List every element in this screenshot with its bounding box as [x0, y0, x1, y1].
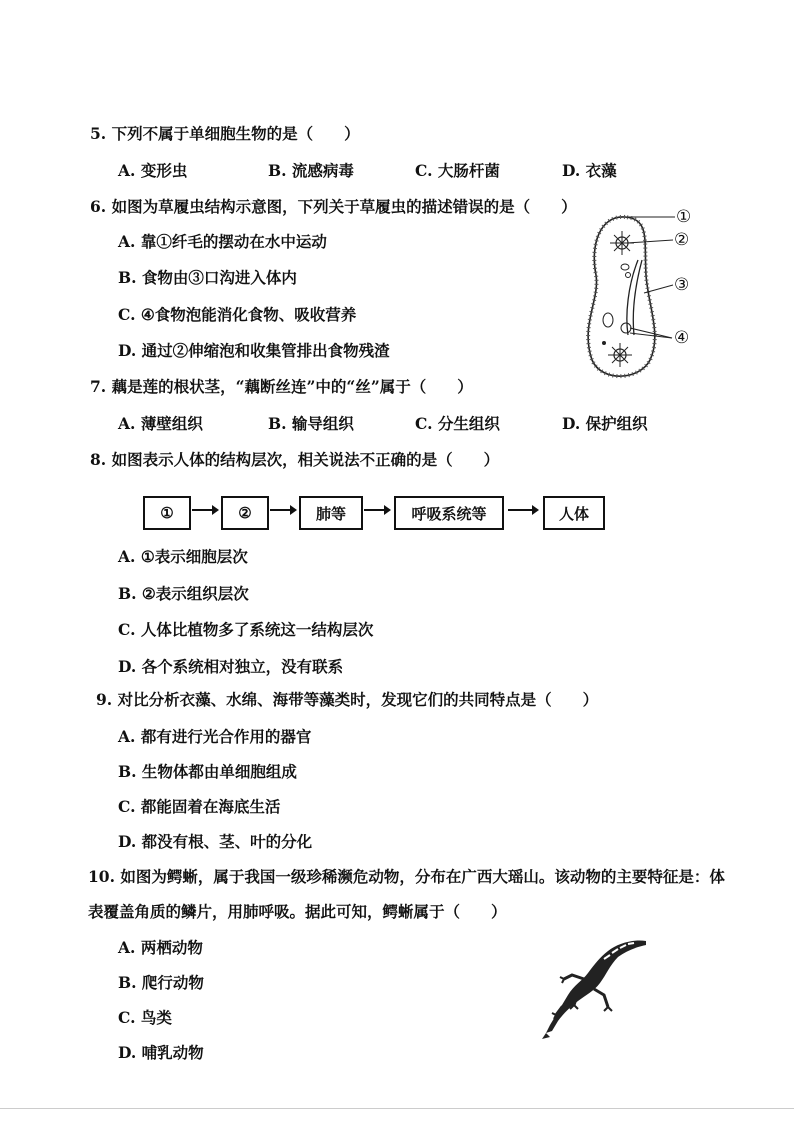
- q9-option-d: D. 都没有根、茎、叶的分化: [118, 832, 313, 851]
- paramecium-label-1: ①: [676, 207, 692, 227]
- q5-option-d: D. 衣藻: [562, 161, 617, 180]
- q5-option-b: B. 流感病毒: [268, 161, 354, 180]
- q7-option-c: C. 分生组织: [415, 414, 500, 433]
- flow-arrow-4: [506, 502, 540, 518]
- crocodile-lizard-image: [538, 935, 650, 1047]
- q6-option-d: D. 通过②伸缩泡和收集管排出食物残渣: [118, 341, 390, 360]
- page-bottom-divider: [0, 1108, 794, 1109]
- q8-option-a: A. ①表示细胞层次: [118, 547, 248, 566]
- q8-stem: 8. 如图表示人体的结构层次，相关说法不正确的是（ ）: [90, 450, 500, 469]
- q7-option-b: B. 输导组织: [268, 414, 354, 433]
- flow-box-tissue: ②: [221, 496, 269, 530]
- flow-arrow-2: [268, 502, 298, 518]
- q7-option-d: D. 保护组织: [562, 414, 648, 433]
- q6-stem: 6. 如图为草履虫结构示意图，下列关于草履虫的描述错误的是（ ）: [90, 197, 577, 216]
- paramecium-label-2: ②: [674, 230, 690, 250]
- q5-stem: 5. 下列不属于单细胞生物的是（ ）: [90, 124, 360, 143]
- q7-option-a: A. 薄壁组织: [118, 414, 203, 433]
- q10-stem-line1: 10. 如图为鳄蜥，属于我国一级珍稀濒危动物，分布在广西大瑶山。该动物的主要特征是：体: [88, 867, 725, 886]
- q10-option-b: B. 爬行动物: [118, 973, 204, 992]
- paramecium-label-3: ③: [674, 275, 690, 295]
- q9-stem: 9. 对比分析衣藻、水绵、海带等藻类时，发现它们的共同特点是（ ）: [96, 690, 599, 709]
- q8-option-d: D. 各个系统相对独立，没有联系: [118, 657, 344, 676]
- paramecium-label-4: ④: [674, 328, 690, 348]
- flow-arrow-3: [362, 502, 392, 518]
- q10-stem-line2: 表覆盖角质的鳞片，用肺呼吸。据此可知，鳄蜥属于（ ）: [88, 902, 507, 921]
- q10-option-d: D. 哺乳动物: [118, 1043, 204, 1062]
- q10-option-a: A. 两栖动物: [118, 938, 203, 957]
- q8-option-b: B. ②表示组织层次: [118, 584, 249, 603]
- q10-option-c: C. 鸟类: [118, 1008, 172, 1027]
- q5-option-a: A. 变形虫: [118, 161, 188, 180]
- q7-stem: 7. 藕是莲的根状茎，“藕断丝连”中的“丝”属于（ ）: [90, 377, 473, 396]
- q8-option-c: C. 人体比植物多了系统这一结构层次: [118, 620, 374, 639]
- flow-arrow-1: [190, 502, 220, 518]
- q9-option-c: C. 都能固着在海底生活: [118, 797, 281, 816]
- q6-option-a: A. 靠①纤毛的摆动在水中运动: [118, 232, 327, 251]
- q6-option-b: B. 食物由③口沟进入体内: [118, 268, 297, 287]
- q5-option-c: C. 大肠杆菌: [415, 161, 500, 180]
- flow-box-cell: ①: [143, 496, 191, 530]
- q9-option-a: A. 都有进行光合作用的器官: [118, 727, 312, 746]
- q9-option-b: B. 生物体都由单细胞组成: [118, 762, 297, 781]
- flow-box-system: 呼吸系统等: [394, 496, 504, 530]
- q6-option-c: C. ④食物泡能消化食物、吸收营养: [118, 305, 357, 324]
- flow-box-organ: 肺等: [299, 496, 363, 530]
- flow-box-human: 人体: [543, 496, 605, 530]
